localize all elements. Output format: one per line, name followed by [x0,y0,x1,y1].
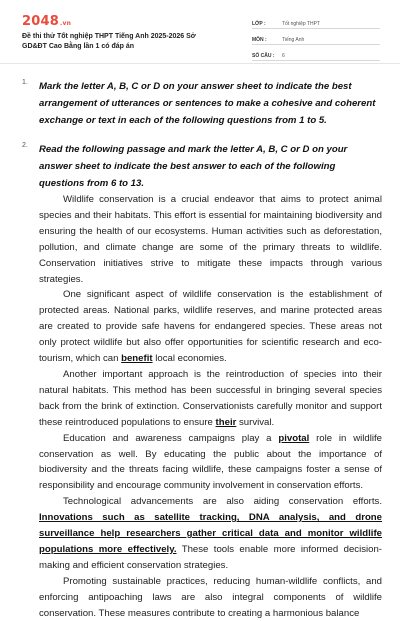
meta-row-subject [252,30,380,45]
underlined-word: their [215,416,237,428]
meta-value: Tiếng Anh [282,37,305,43]
underlined-word: pivotal [278,432,310,444]
meta-key: SỐ CÂU : [252,53,275,59]
underlined-word: benefit [121,353,153,365]
meta-key: MÔN : [252,37,267,43]
document-title: Đề thi thử Tốt nghiệp THPT Tiếng Anh 2025-2026 Sở GD&ĐT Cao Bằng lần 1 có đáp án [22,33,196,50]
question-instruction: Mark the letter A, B, C or D on your answer sheet to indicate the best arrangement of utterances or sentences to make a cohesive and coherent exchange or text in each of the following questions from 1 to 5. [39,81,376,126]
logo-text: 2048 [22,14,59,29]
passage-paragraph: Promoting sustainable practices, reducing human-wildlife conflicts, and enforcing antipoaching laws are also integral components of wildlife conservation. These measures contribute to creating a harmonious balance [39,575,382,619]
passage-paragraph: Technological advancements are also aiding conservation efforts. Innovations such as satellite tracking, DNA analysis, and drone surveillance help researchers gather critical data and monitor wildlife populations more effectively. These tools enable more informed decision-making and efficient conservation strategies. [39,496,383,571]
exam-meta [252,14,380,62]
meta-row-question-count [252,46,380,61]
meta-row-class [252,14,380,29]
reading-passage [39,192,382,621]
passage-paragraph: One significant aspect of wildlife conservation is the establishment of protected areas. National parks, wildlife reserves, and marine protected areas are created to provide safe havens for endangered species. These areas not only protect wildlife but also offer opportunities for scientific research and eco-tourism, which can benefit local economies. [39,289,382,365]
page-header [0,0,400,64]
question-number: 1. [22,79,28,86]
site-logo[interactable] [22,14,71,29]
passage-paragraph: Wildlife conservation is a crucial endeavor that aims to protect animal species and their habitats. This effort is essential for maintaining biodiversity and ensuring the health of our ecosystems. Human activities such as deforestation, pollution, and climate change are some of the primary threats to wildlife. Conservation initiatives strive to mitigate these impacts through various strategies. [39,194,382,285]
meta-key: LỚP : [252,21,266,27]
question-1 [22,78,382,129]
passage-paragraph: Another important approach is the reintroduction of species into their natural habitats. This method has been successful in bringing several species back from the brink of extinction. Conservationists carefully monitor and support these reintroduced populations to ensure their survival. [39,368,382,428]
question-instruction: Read the following passage and mark the letter A, B, C or D on your answer sheet to indicate the best answer to each of the following questions from 6 to 13. [39,144,348,189]
question-number: 2. [22,142,28,149]
exam-content [0,64,400,619]
underlined-sentence: Innovations such as satellite tracking, DNA analysis, and drone surveillance help researchers gather critical data and monitor wildlife populations more effectively. [39,512,382,555]
logo-suffix: .vn [59,20,72,27]
meta-value: 6 [282,53,285,59]
passage-paragraph: Education and awareness campaigns play a pivotal role in wildlife conservation as well. By educating the public about the importance of biodiversity and the threats facing wildlife, these campaigns foster a sense of responsibility and encourage community involvement in conservation efforts. [39,432,382,492]
meta-value: Tốt nghiệp THPT [282,21,320,27]
question-2 [22,141,382,621]
